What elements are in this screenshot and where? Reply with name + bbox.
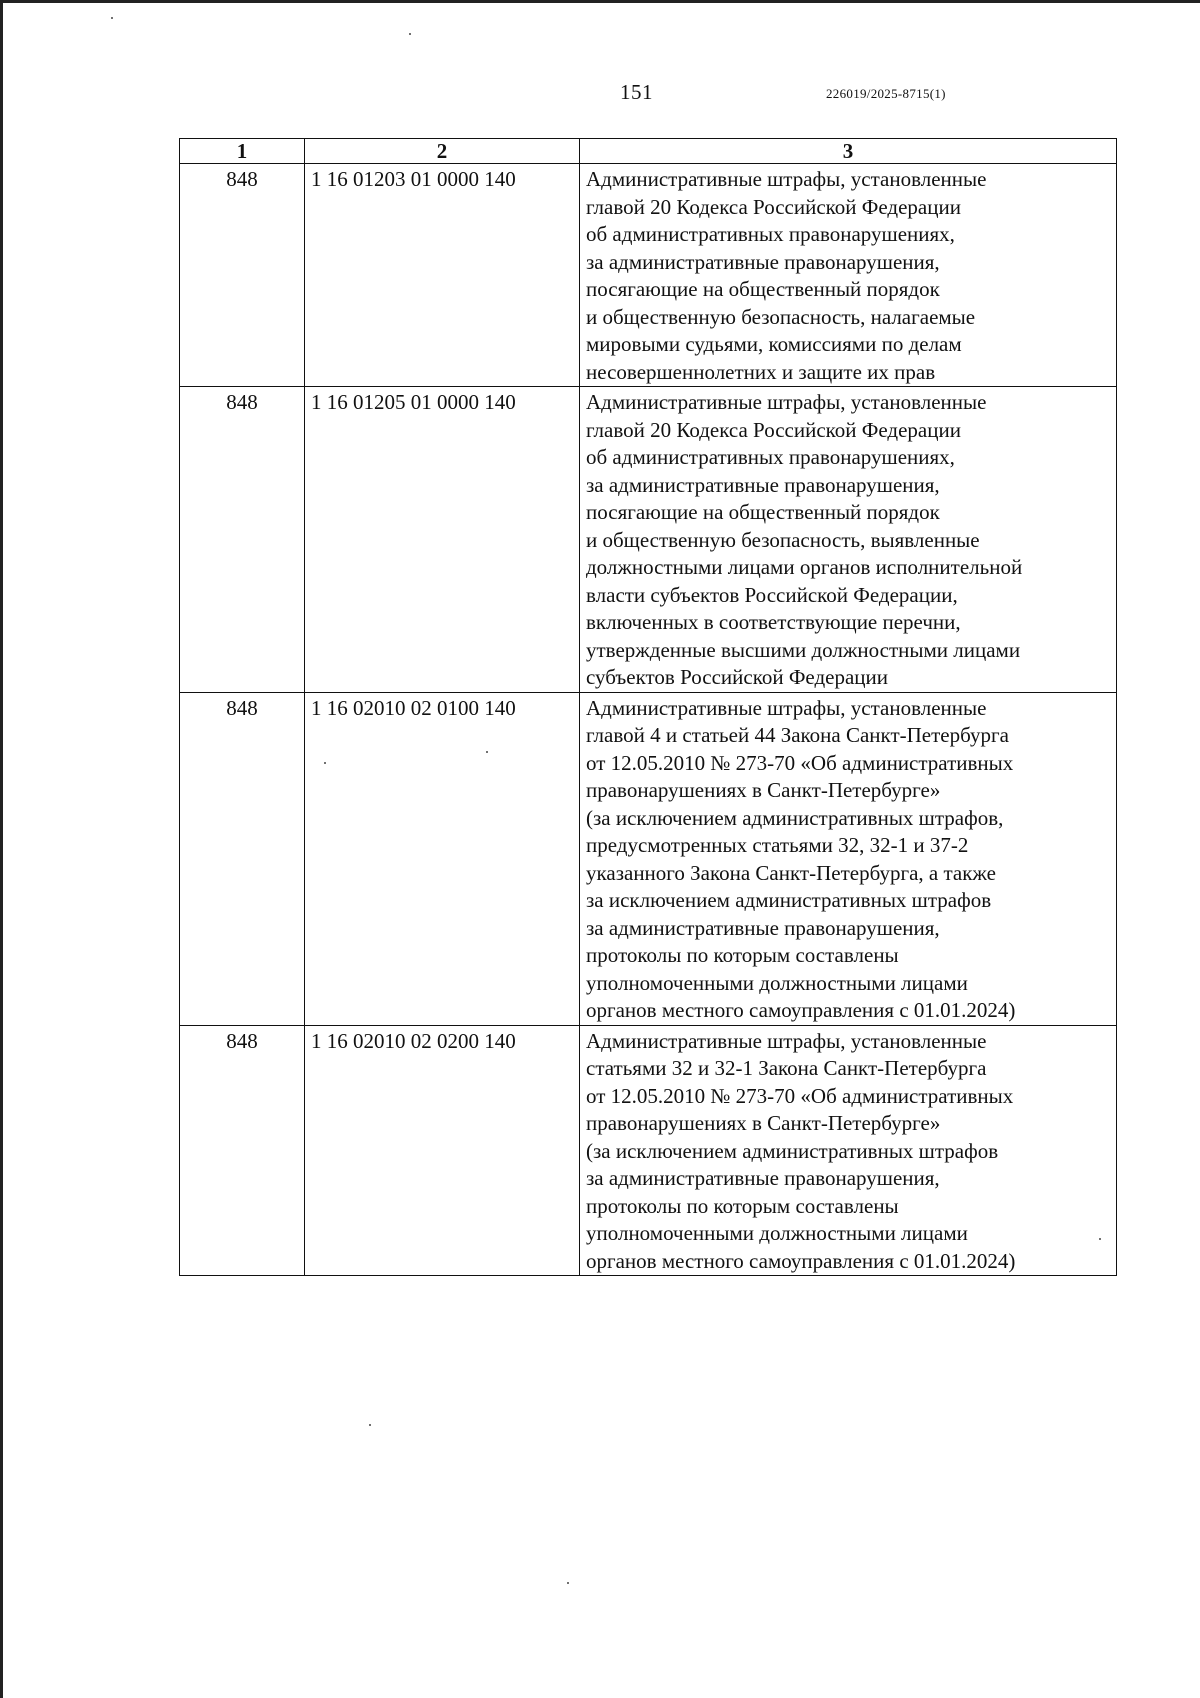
description-cell: Административные штрафы, установленные статьями 32 и 32-1 Закона Санкт-Петербурга от 12.05.2010 № 273-70 «Об административных правонарушениях в Санкт-Петербурге» (за исключением административных штрафов за административные правонарушения, протоколы по которым составлены уполномоченными должностными лицами органов местного самоуправления с 01.01.2024) (580, 1025, 1117, 1276)
scan-edge-top (0, 0, 1200, 3)
table-header-row (180, 139, 1117, 164)
table-row (180, 387, 1117, 693)
column-header-3: 3 (580, 139, 1117, 164)
column-header-2: 2 (305, 139, 580, 164)
scan-edge-left (0, 0, 3, 1698)
kbk-code-cell: 1 16 02010 02 0100 140 (305, 692, 580, 1025)
scan-speck (567, 1582, 569, 1584)
admin-code-cell: 848 (180, 387, 305, 693)
kbk-code-cell: 1 16 02010 02 0200 140 (305, 1025, 580, 1276)
document-reference: 226019/2025-8715(1) (826, 86, 946, 101)
page-number: 151 (620, 80, 653, 104)
admin-code-cell: 848 (180, 692, 305, 1025)
table-row (180, 164, 1117, 387)
description-cell: Административные штрафы, установленные главой 20 Кодекса Российской Федерации об административных правонарушениях, за административные правонарушения, посягающие на общественный порядок и общественную безопасность, налагаемые мировыми судьями, комиссиями по делам несовершеннолетних и защите их прав (580, 164, 1117, 387)
description-cell: Административные штрафы, установленные главой 20 Кодекса Российской Федерации об административных правонарушениях, за административные правонарушения, посягающие на общественный порядок и общественную безопасность, выявленные должностными лицами органов исполнительной власти субъектов Российской Федерации, включенных в соответствующие перечни, утвержденные высшими должностными лицами субъектов Российской Федерации (580, 387, 1117, 693)
scan-speck (369, 1424, 371, 1426)
scan-speck (111, 17, 113, 19)
scan-speck (409, 33, 411, 35)
table-row (180, 692, 1117, 1025)
admin-code-cell: 848 (180, 164, 305, 387)
description-cell: Административные штрафы, установленные главой 4 и статьей 44 Закона Санкт-Петербурга от 12.05.2010 № 273-70 «Об административных правонарушениях в Санкт-Петербурге» (за исключением административных штрафов, предусмотренных статьями 32, 32-1 и 37-2 указанного Закона Санкт-Петербурга, а также за исключением административных штрафов за административные правонарушения, протоколы по которым составлены уполномоченными должностными лицами органов местного самоуправления с 01.01.2024) (580, 692, 1117, 1025)
table-row (180, 1025, 1117, 1276)
budget-codes-table (179, 138, 1117, 1276)
kbk-code-cell: 1 16 01205 01 0000 140 (305, 387, 580, 693)
column-header-1: 1 (180, 139, 305, 164)
kbk-code-cell: 1 16 01203 01 0000 140 (305, 164, 580, 387)
admin-code-cell: 848 (180, 1025, 305, 1276)
